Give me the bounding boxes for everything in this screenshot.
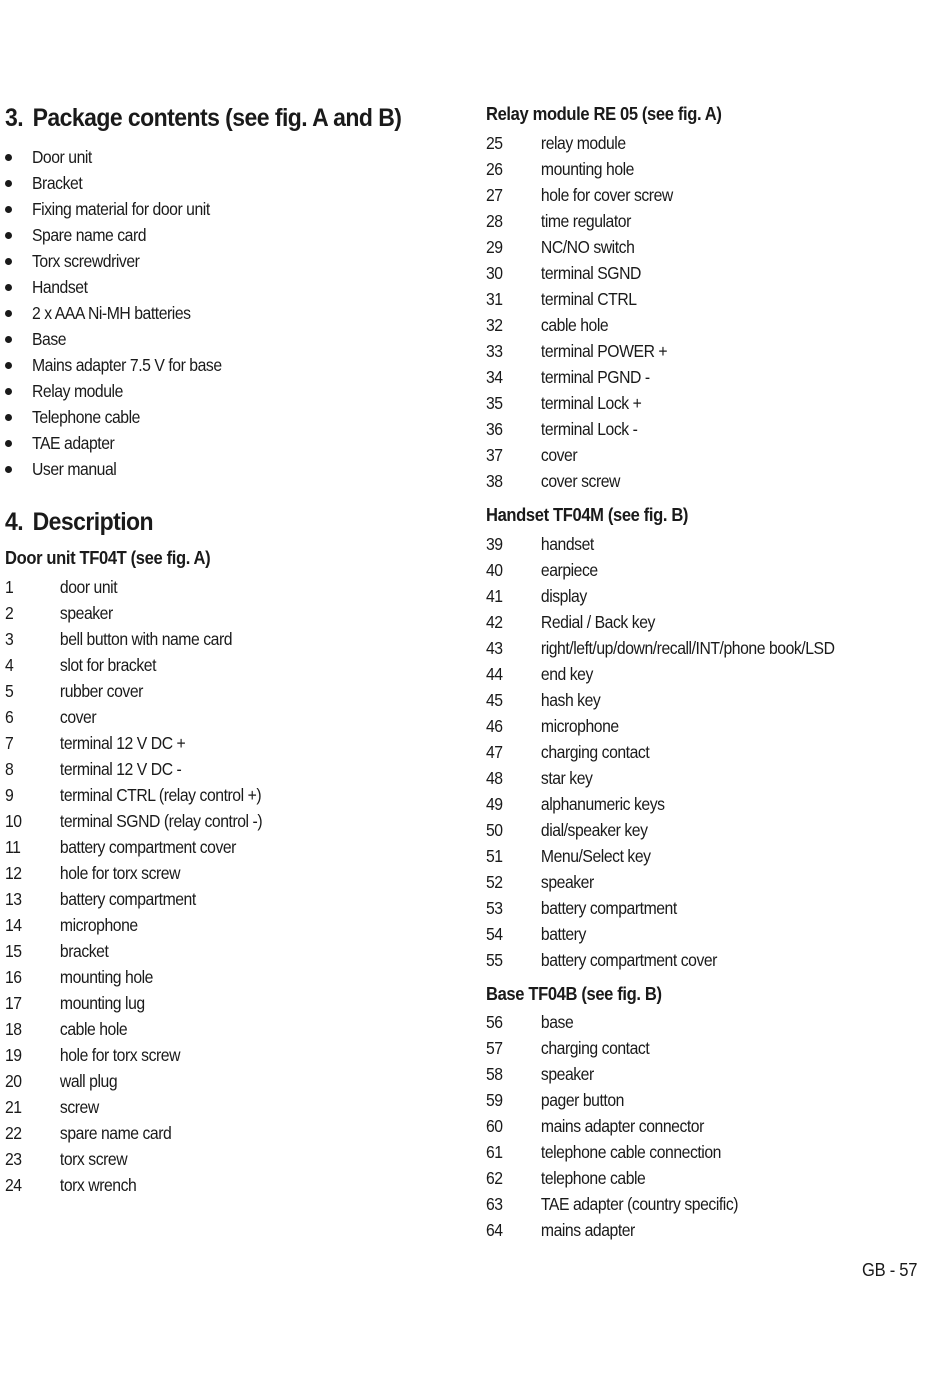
part-number: 31 [486, 289, 503, 309]
part-row [5, 600, 113, 626]
part-label: screw [59, 1097, 99, 1117]
part-number: 27 [486, 185, 503, 205]
part-label: mains adapter [540, 1220, 635, 1240]
part-row [5, 808, 262, 834]
part-row [5, 860, 180, 886]
part-row [5, 990, 145, 1016]
relay-module-heading: Relay module RE 05 (see fig. A) [486, 104, 722, 124]
part-number: 47 [486, 742, 503, 762]
part-label: door unit [59, 577, 118, 597]
part-row [5, 912, 138, 938]
bullet-icon [5, 258, 12, 265]
part-label: telephone cable [540, 1168, 646, 1188]
part-number: 60 [486, 1116, 503, 1136]
part-number: 8 [5, 759, 14, 779]
part-label: cover screw [540, 471, 620, 491]
door-unit-heading: Door unit TF04T (see fig. A) [5, 548, 211, 568]
part-number: 3 [5, 629, 14, 649]
part-label: end key [540, 664, 593, 684]
part-row [5, 652, 156, 678]
part-number: 61 [486, 1142, 503, 1162]
part-row [5, 1042, 180, 1068]
part-row [486, 869, 594, 895]
part-number: 40 [486, 560, 503, 580]
part-row [5, 938, 108, 964]
part-label: cover [59, 707, 97, 727]
part-number: 30 [486, 263, 503, 283]
part-number: 24 [5, 1175, 22, 1195]
part-label: microphone [540, 716, 619, 736]
part-label: mounting hole [540, 159, 635, 179]
part-number: 49 [486, 794, 503, 814]
part-number: 25 [486, 133, 503, 153]
part-label: star key [540, 768, 593, 788]
part-row [5, 834, 236, 860]
bullet-icon [5, 336, 12, 343]
part-number: 1 [5, 577, 14, 597]
part-row [5, 1068, 117, 1094]
part-row [486, 557, 598, 583]
part-row [486, 609, 655, 635]
part-label: speaker [540, 1064, 594, 1084]
part-row [5, 756, 181, 782]
part-number: 44 [486, 664, 503, 684]
part-number: 42 [486, 612, 503, 632]
part-label: speaker [540, 872, 594, 892]
part-label: battery [540, 924, 586, 944]
part-number: 48 [486, 768, 503, 788]
part-label: terminal CTRL (relay control +) [59, 785, 262, 805]
part-row [486, 1087, 624, 1113]
part-row [486, 1217, 635, 1243]
part-row [486, 791, 665, 817]
part-number: 22 [5, 1123, 22, 1143]
part-label: right/left/up/down/recall/INT/phone book/LSD [540, 638, 835, 658]
part-row [486, 312, 608, 338]
part-row [486, 583, 587, 609]
part-number: 11 [5, 837, 21, 857]
part-label: terminal Lock + [540, 393, 642, 413]
part-number: 43 [486, 638, 503, 658]
part-row [486, 661, 593, 687]
part-label: microphone [59, 915, 138, 935]
section-number: 4. [5, 508, 24, 536]
part-label: terminal SGND [540, 263, 641, 283]
part-number: 54 [486, 924, 503, 944]
list-item-text: Bracket [32, 173, 83, 193]
part-label: dial/speaker key [540, 820, 648, 840]
part-number: 53 [486, 898, 503, 918]
part-row [486, 130, 626, 156]
part-row [486, 338, 667, 364]
part-label: terminal 12 V DC + [59, 733, 186, 753]
part-label: hole for torx screw [59, 1045, 181, 1065]
list-item-text: Door unit [32, 147, 92, 167]
part-number: 41 [486, 586, 503, 606]
part-number: 62 [486, 1168, 503, 1188]
part-number: 12 [5, 863, 22, 883]
page-number: GB - 57 [862, 1260, 918, 1280]
part-number: 2 [5, 603, 14, 623]
part-number: 4 [5, 655, 14, 675]
part-row [486, 635, 835, 661]
part-number: 15 [5, 941, 22, 961]
section-title: Description [32, 508, 154, 536]
part-row [5, 886, 196, 912]
part-number: 39 [486, 534, 503, 554]
part-label: spare name card [59, 1123, 172, 1143]
part-number: 50 [486, 820, 503, 840]
part-label: bracket [59, 941, 109, 961]
part-label: display [540, 586, 587, 606]
part-row [486, 208, 631, 234]
part-row [5, 1146, 127, 1172]
part-number: 13 [5, 889, 22, 909]
part-label: battery compartment cover [540, 950, 717, 970]
bullet-icon [5, 310, 12, 317]
part-label: torx wrench [59, 1175, 137, 1195]
part-row [5, 730, 185, 756]
bullet-icon [5, 206, 12, 213]
bullet-icon [5, 154, 12, 161]
part-label: terminal Lock - [540, 419, 638, 439]
bullet-icon [5, 180, 12, 187]
part-label: pager button [540, 1090, 624, 1110]
part-label: speaker [59, 603, 113, 623]
part-label: cover [540, 445, 578, 465]
part-number: 21 [5, 1097, 22, 1117]
part-number: 16 [5, 967, 22, 987]
part-label: terminal 12 V DC - [59, 759, 182, 779]
part-number: 58 [486, 1064, 503, 1084]
part-row [486, 843, 651, 869]
part-row [486, 895, 677, 921]
part-row [486, 1061, 594, 1087]
part-label: cable hole [59, 1019, 128, 1039]
part-label: hole for torx screw [59, 863, 181, 883]
part-number: 28 [486, 211, 503, 231]
part-row [486, 531, 594, 557]
part-label: bell button with name card [59, 629, 233, 649]
part-row [486, 921, 586, 947]
part-number: 9 [5, 785, 14, 805]
list-item-text: Handset [32, 277, 88, 297]
part-row [486, 1035, 649, 1061]
part-number: 37 [486, 445, 503, 465]
part-label: terminal CTRL [540, 289, 637, 309]
base-heading: Base TF04B (see fig. B) [486, 984, 662, 1004]
part-label: hole for cover screw [540, 185, 673, 205]
part-label: battery compartment cover [59, 837, 236, 857]
part-label: TAE adapter (country specific) [540, 1194, 739, 1214]
part-label: wall plug [59, 1071, 118, 1091]
part-row [486, 416, 637, 442]
part-row [5, 678, 143, 704]
bullet-icon [5, 440, 12, 447]
part-label: Menu/Select key [540, 846, 651, 866]
part-row [486, 156, 634, 182]
bullet-icon [5, 388, 12, 395]
list-item-text: TAE adapter [32, 433, 115, 453]
part-number: 17 [5, 993, 22, 1013]
part-number: 6 [5, 707, 14, 727]
part-number: 29 [486, 237, 503, 257]
handset-heading: Handset TF04M (see fig. B) [486, 505, 689, 525]
description-heading [5, 508, 153, 537]
bullet-icon [5, 284, 12, 291]
part-number: 19 [5, 1045, 22, 1065]
list-item-text: Spare name card [32, 225, 147, 245]
part-row [486, 1165, 645, 1191]
package-contents-heading [5, 104, 401, 133]
part-label: torx screw [59, 1149, 128, 1169]
part-label: earpiece [540, 560, 598, 580]
part-number: 18 [5, 1019, 22, 1039]
part-row [5, 1120, 171, 1146]
part-row [5, 1016, 127, 1042]
list-item-text: Mains adapter 7.5 V for base [32, 355, 222, 375]
part-row [5, 1172, 136, 1198]
list-item-text: Relay module [32, 381, 123, 401]
part-row [486, 234, 634, 260]
list-item-text: User manual [32, 459, 117, 479]
part-row [5, 782, 261, 808]
part-number: 51 [486, 846, 503, 866]
part-label: charging contact [540, 1038, 650, 1058]
part-number: 63 [486, 1194, 503, 1214]
part-number: 45 [486, 690, 503, 710]
part-row [486, 1113, 704, 1139]
part-row [486, 1191, 738, 1217]
part-label: base [540, 1012, 574, 1032]
part-label: alphanumeric keys [540, 794, 665, 814]
part-label: handset [540, 534, 594, 554]
part-row [5, 626, 232, 652]
part-row [486, 182, 673, 208]
part-label: rubber cover [59, 681, 143, 701]
part-number: 20 [5, 1071, 22, 1091]
part-row [486, 739, 649, 765]
part-row [5, 574, 117, 600]
part-row [486, 390, 641, 416]
section-title: Package contents (see fig. A and B) [32, 104, 402, 132]
list-item-text: Telephone cable [32, 407, 140, 427]
part-row [486, 765, 592, 791]
part-row [5, 964, 153, 990]
part-number: 38 [486, 471, 503, 491]
bullet-icon [5, 232, 12, 239]
part-label: cable hole [540, 315, 609, 335]
part-label: terminal PGND - [540, 367, 650, 387]
part-label: mains adapter connector [540, 1116, 704, 1136]
part-row [486, 260, 641, 286]
part-number: 33 [486, 341, 503, 361]
part-number: 23 [5, 1149, 22, 1169]
part-label: time regulator [540, 211, 631, 231]
part-number: 10 [5, 811, 22, 831]
bullet-icon [5, 466, 12, 473]
part-label: telephone cable connection [540, 1142, 721, 1162]
part-row [486, 947, 717, 973]
part-number: 35 [486, 393, 503, 413]
part-label: hash key [540, 690, 601, 710]
part-label: relay module [540, 133, 626, 153]
part-number: 64 [486, 1220, 503, 1240]
part-row [486, 442, 577, 468]
part-label: NC/NO switch [540, 237, 635, 257]
part-label: terminal SGND (relay control -) [59, 811, 263, 831]
part-number: 5 [5, 681, 14, 701]
part-number: 52 [486, 872, 503, 892]
part-label: charging contact [540, 742, 650, 762]
part-number: 56 [486, 1012, 503, 1032]
part-label: terminal POWER + [540, 341, 668, 361]
part-row [486, 1139, 721, 1165]
part-label: battery compartment [540, 898, 677, 918]
part-row [486, 286, 637, 312]
list-item-text: Fixing material for door unit [32, 199, 210, 219]
list-item-text: Torx screwdriver [32, 251, 140, 271]
part-label: mounting lug [59, 993, 145, 1013]
part-label: slot for bracket [59, 655, 157, 675]
part-number: 57 [486, 1038, 503, 1058]
list-item-text: Base [32, 329, 67, 349]
part-label: battery compartment [59, 889, 196, 909]
bullet-icon [5, 362, 12, 369]
part-number: 32 [486, 315, 503, 335]
part-number: 7 [5, 733, 14, 753]
part-row [486, 468, 620, 494]
part-label: Redial / Back key [540, 612, 655, 632]
part-row [486, 687, 600, 713]
part-row [486, 713, 619, 739]
part-number: 34 [486, 367, 503, 387]
part-number: 36 [486, 419, 503, 439]
section-number: 3. [5, 104, 24, 132]
part-number: 59 [486, 1090, 503, 1110]
part-label: mounting hole [59, 967, 154, 987]
part-row [486, 1009, 573, 1035]
list-item-text: 2 x AAA Ni-MH batteries [32, 303, 191, 323]
part-number: 46 [486, 716, 503, 736]
part-number: 26 [486, 159, 503, 179]
part-row [5, 704, 96, 730]
part-number: 14 [5, 915, 22, 935]
bullet-icon [5, 414, 12, 421]
part-number: 55 [486, 950, 503, 970]
part-row [486, 817, 648, 843]
part-row [5, 1094, 99, 1120]
part-row [486, 364, 650, 390]
